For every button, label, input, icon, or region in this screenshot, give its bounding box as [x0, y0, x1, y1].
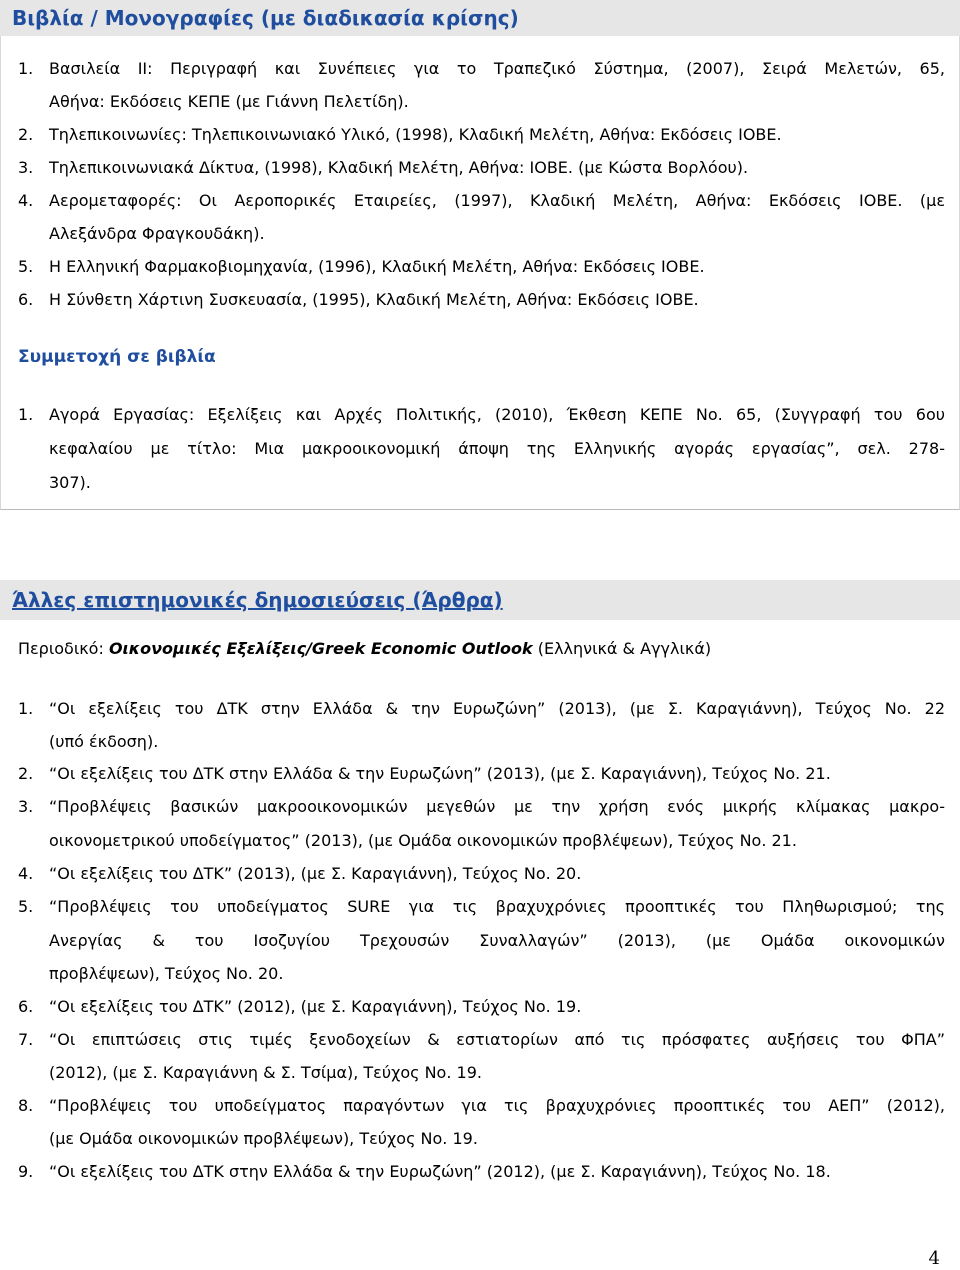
item-number: 2.: [18, 764, 34, 783]
item-text: “Προβλέψεις του υποδείγματος SURE για τις βραχυχρόνιες προοπτικές του Πληθωρισμού; της: [49, 897, 945, 916]
item-text: Ανεργίας & του Ισοζυγίου Τρεχουσών Συναλλαγών” (2013), (με Ομάδα οικονομικών: [49, 931, 945, 950]
item-text: “Οι εξελίξεις του ΔΤΚ” (2012), (με Σ. Καραγιάννη), Τεύχος Νο. 19.: [49, 997, 582, 1016]
item-text: “Οι εξελίξεις του ΔΤΚ στην Ελλάδα & την Ευρωζώνη” (2012), (με Σ. Καραγιάννη), Τεύχος Νο. 18.: [49, 1162, 831, 1181]
item-text: “Οι εξελίξεις του ΔΤΚ” (2013), (με Σ. Καραγιάννη), Τεύχος Νο. 20.: [49, 864, 582, 883]
item-number: 1.: [18, 59, 34, 78]
journal-name: Οικονομικές Εξελίξεις/Greek Economic Outlook: [108, 639, 533, 658]
item-text-continued: (2012), (με Σ. Καραγιάννη & Σ. Τσίμα), Τεύχος Νο. 19.: [49, 1063, 482, 1082]
item-text-continued: οικονομετρικού υποδείγματος” (2013), (με Ομάδα οικονομικών προβλέψεων), Τεύχος Νο. 21.: [49, 831, 797, 850]
list-item: [18, 118, 945, 151]
list-item: [18, 1155, 945, 1188]
list-item: [18, 790, 945, 823]
list-item: [18, 151, 945, 184]
item-text: Αγορά Εργασίας: Εξελίξεις και Αρχές Πολιτικής, (2010), Έκθεση ΚΕΠΕ Νο. 65, (Συγγραφή του 6ου: [49, 405, 945, 424]
list-item: [18, 184, 945, 217]
item-number: 7.: [18, 1030, 34, 1049]
list-item: [18, 52, 945, 85]
list-item: [18, 890, 945, 923]
journal-suffix: (Ελληνικά & Αγγλικά): [532, 639, 712, 658]
item-number: 6.: [18, 290, 34, 309]
item-number: 4.: [18, 191, 34, 210]
item-text-continued: (με Ομάδα οικονομικών προβλέψεων), Τεύχος Νο. 19.: [49, 1129, 478, 1148]
item-text: “Προβλέψεις βασικών μακροοικονομικών μεγεθών με την χρήση ενός μικρής κλίμακας μακρο-: [49, 797, 945, 816]
page-number: 4: [928, 1248, 940, 1269]
subheading-book-chapters: Συμμετοχή σε βιβλία: [18, 347, 216, 367]
list-item: [18, 398, 945, 431]
item-number: 9.: [18, 1162, 34, 1181]
item-number: 2.: [18, 125, 34, 144]
item-text-continued: [49, 432, 945, 465]
item-number: 3.: [18, 797, 34, 816]
item-number: 4.: [18, 864, 34, 883]
list-item: [18, 1089, 945, 1122]
item-text-continued: [49, 924, 945, 957]
item-text: “Προβλέψεις του υποδείγματος παραγόντων για τις βραχυχρόνιες προοπτικές του ΑΕΠ” (2012),: [49, 1096, 945, 1115]
list-item: [18, 1023, 945, 1056]
list-item: [18, 857, 945, 890]
item-text: Τηλεπικοινωνιακά Δίκτυα, (1998), Κλαδική Μελέτη, Αθήνα: ΙΟΒΕ. (με Κώστα Βορλόου).: [49, 158, 749, 177]
section-heading-books: Βιβλία / Μονογραφίες (με διαδικασία κρίσης): [0, 0, 960, 36]
list-item: [18, 283, 945, 316]
item-text: “Οι εξελίξεις του ΔΤΚ στην Ελλάδα & την Ευρωζώνη” (2013), (με Σ. Καραγιάννη), Τεύχος Νο. 22: [49, 699, 945, 718]
item-number: 5.: [18, 257, 34, 276]
item-text-continued: Αλεξάνδρα Φραγκουδάκη).: [49, 224, 265, 243]
journal-line: [18, 632, 711, 665]
item-text: Τηλεπικοινωνίες: Τηλεπικοινωνιακό Υλικό, (1998), Κλαδική Μελέτη, Αθήνα: Εκδόσεις ΙΟΒΕ.: [49, 125, 782, 144]
list-item: [18, 250, 945, 283]
journal-prefix: Περιοδικό:: [18, 639, 109, 658]
item-text-continued: (υπό έκδοση).: [49, 732, 159, 751]
item-text: Αερομεταφορές: Οι Αεροπορικές Εταιρείες, (1997), Κλαδική Μελέτη, Αθήνα: Εκδόσεις ΙΟΒΕ. (με: [49, 191, 945, 210]
item-text: Βασιλεία ΙΙ: Περιγραφή και Συνέπειες για το Τραπεζικό Σύστημα, (2007), Σειρά Μελετών, 65,: [49, 59, 945, 78]
item-number: 1.: [18, 405, 34, 424]
item-number: 3.: [18, 158, 34, 177]
item-text-continued: Αθήνα: Εκδόσεις ΚΕΠΕ (με Γιάννη Πελετίδη).: [49, 92, 409, 111]
list-item: [18, 990, 945, 1023]
item-text: “Οι επιπτώσεις στις τιμές ξενοδοχείων & εστιατορίων από τις πρόσφατες αυξήσεις του ΦΠΑ”: [49, 1030, 945, 1049]
item-number: 6.: [18, 997, 34, 1016]
item-text-continued: προβλέψεων), Τεύχος Νο. 20.: [49, 964, 284, 983]
section-heading-text: Άλλες επιστημονικές δημοσιεύσεις (Άρθρα): [12, 588, 503, 612]
item-text-continued: 307).: [49, 473, 91, 492]
item-text: Η Σύνθετη Χάρτινη Συσκευασία, (1995), Κλαδική Μελέτη, Αθήνα: Εκδόσεις ΙΟΒΕ.: [49, 290, 699, 309]
item-text: Η Ελληνική Φαρμακοβιομηχανία, (1996), Κλαδική Μελέτη, Αθήνα: Εκδόσεις ΙΟΒΕ.: [49, 257, 705, 276]
section-heading-articles: [0, 580, 960, 620]
item-number: 5.: [18, 897, 34, 916]
item-number: 1.: [18, 699, 34, 718]
list-item: [18, 757, 945, 790]
item-text: “Οι εξελίξεις του ΔΤΚ στην Ελλάδα & την Ευρωζώνη” (2013), (με Σ. Καραγιάννη), Τεύχος Νο. 21.: [49, 764, 831, 783]
list-item: [18, 692, 945, 725]
item-text: κεφαλαίου με τίτλο: Μια μακροοικονομική άποψη της Ελληνικής αγοράς εργασίας”, σελ. 278-: [49, 439, 945, 458]
item-number: 8.: [18, 1096, 34, 1115]
